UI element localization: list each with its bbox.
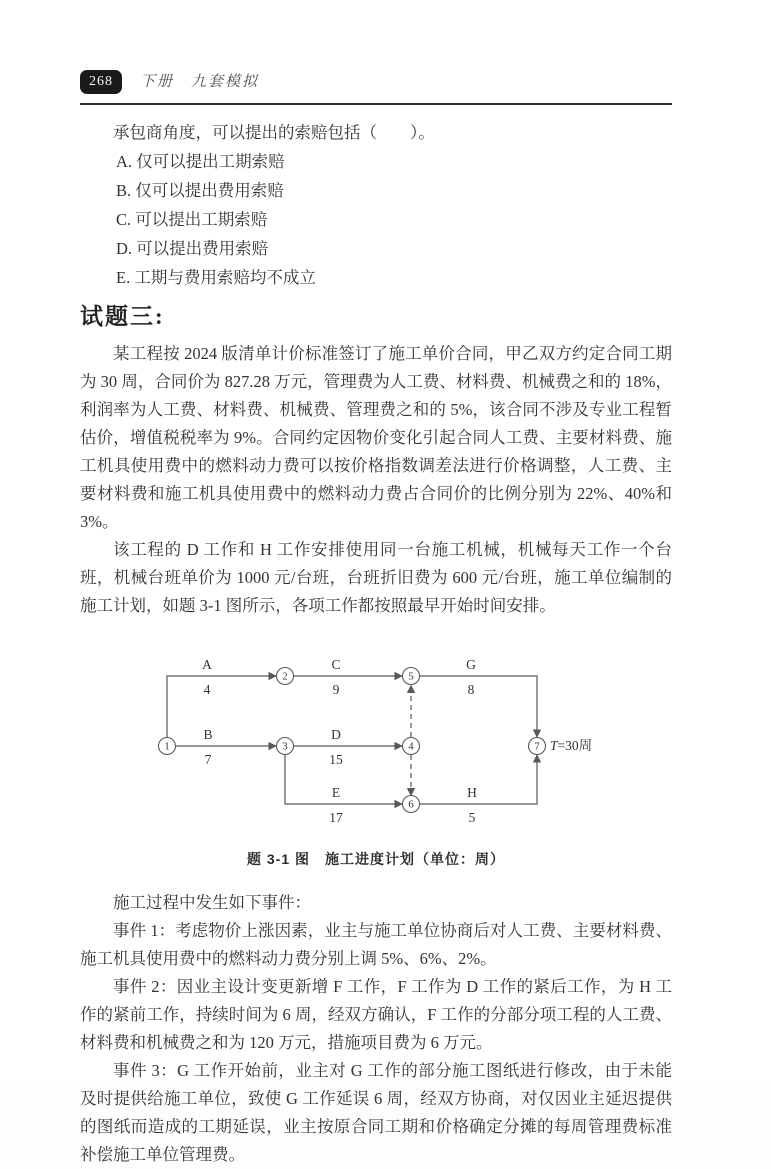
activity-duration-C: 9 (332, 682, 340, 697)
event-2-paragraph: 事件 2：因业主设计变更新增 F 工作，F 工作为 D 工作的紧后工作，为 H 工作的紧前工作，持续时间为 6 周，经双方确认，F 工作的分部分项工程的人工费、材料费和机械费之和为 120 万元，措施项目费为 6 万元。 (80, 977, 672, 1052)
activity-name-B: B (203, 727, 213, 742)
figure-caption: 题 3-1 图 施工进度计划（单位：周） (246, 851, 505, 867)
page-content (80, 0, 672, 1169)
page-header (80, 68, 672, 105)
activity-name-G: G (466, 657, 476, 672)
activity-duration-D: 15 (329, 752, 343, 767)
network-edges-layer (167, 676, 540, 804)
event-node-number-3: 3 (282, 741, 288, 753)
event-node-number-5: 5 (408, 671, 414, 683)
activity-name-C: C (331, 657, 341, 672)
option-a: A. 仅可以提出工期索赔 (116, 152, 285, 171)
event-node-number-6: 6 (408, 799, 414, 811)
activity-duration-B: 7 (204, 752, 212, 767)
section-heading: 试题三: (80, 304, 165, 329)
activity-arrow-E (285, 755, 402, 805)
paragraph-machine: 该工程的 D 工作和 H 工作安排使用同一台施工机械，机械每天工作一个台班，机械台班单价为 1000 元/台班，台班折旧费为 600 元/台班，施工单位编制的施工计划，如题 3-1 图所示，各项工作都按照最早开始时间安排。 (80, 540, 672, 615)
activity-name-A: A (202, 657, 212, 672)
activity-arrow-A (167, 676, 276, 738)
activity-name-H: H (467, 785, 477, 800)
event-node-number-7: 7 (534, 741, 540, 753)
event-node-number-2: 2 (282, 671, 288, 683)
page-number-badge: 268 (80, 70, 122, 94)
event-node-number-4: 4 (408, 741, 414, 753)
events-intro: 施工过程中发生如下事件： (113, 893, 311, 912)
option-d: D. 可以提出费用索赔 (116, 239, 269, 258)
event-1-paragraph: 事件 1：考虑物价上涨因素，业主与施工单位协商后对人工费、主要材料费、施工机具使用费中的燃料动力费分别上调 5%、6%、2%。 (80, 921, 672, 968)
question-stem: 承包商角度，可以提出的索赔包括（ ）。 (113, 123, 435, 142)
option-e: E. 工期与费用索赔均不成立 (116, 268, 316, 287)
option-b: B. 仅可以提出费用索赔 (116, 181, 284, 200)
activity-arrow-G (420, 676, 538, 737)
activity-name-D: D (331, 727, 341, 742)
event-3-paragraph: 事件 3：G 工作开始前，业主对 G 工作的部分施工图纸进行修改，由于未能及时提供给施工单位，致使 G 工作延误 6 周，经双方协商，对仅因业主延迟提供的图纸而造成的工期延误，业主按原合同工期和价格确定分摊的每周管理费标准补偿施工单位管理费。 (80, 1061, 672, 1164)
running-header-title: 下册 九套模拟 (140, 74, 260, 90)
paragraph-contract: 某工程按 2024 版清单计价标准签订了施工单价合同，甲乙双方约定合同工期为 30 周，合同价为 827.28 万元，管理费为人工费、材料费、机械费之和的 18%，利润率为人工费、材料费、机械费、管理费之和的 5%，该合同不涉及专业工程暂估价，增值税税率为 9%。合同约定因物价变化引起合同人工费、主要材料费、施工机具使用费中的燃料动力费可以按价格指数调差法进行价格调整，人工费、主要材料费和施工机具使用费中的燃料动力费占合同价的比例分别为 22%、40%和 3%。 (80, 344, 672, 531)
options-list (116, 147, 672, 292)
option-c: C. 可以提出工期索赔 (116, 210, 268, 229)
event-node-number-1: 1 (164, 741, 170, 753)
activity-arrow-H (420, 755, 538, 804)
activity-duration-G: 8 (467, 682, 475, 697)
activity-duration-H: 5 (468, 810, 476, 825)
activity-duration-E: 17 (329, 810, 343, 825)
figure (147, 654, 627, 837)
total-duration-label: T=30周 (550, 738, 593, 753)
network-nodes-layer (159, 668, 546, 813)
activity-name-E: E (331, 785, 341, 800)
activity-duration-A: 4 (203, 682, 211, 697)
network-diagram (147, 654, 627, 828)
